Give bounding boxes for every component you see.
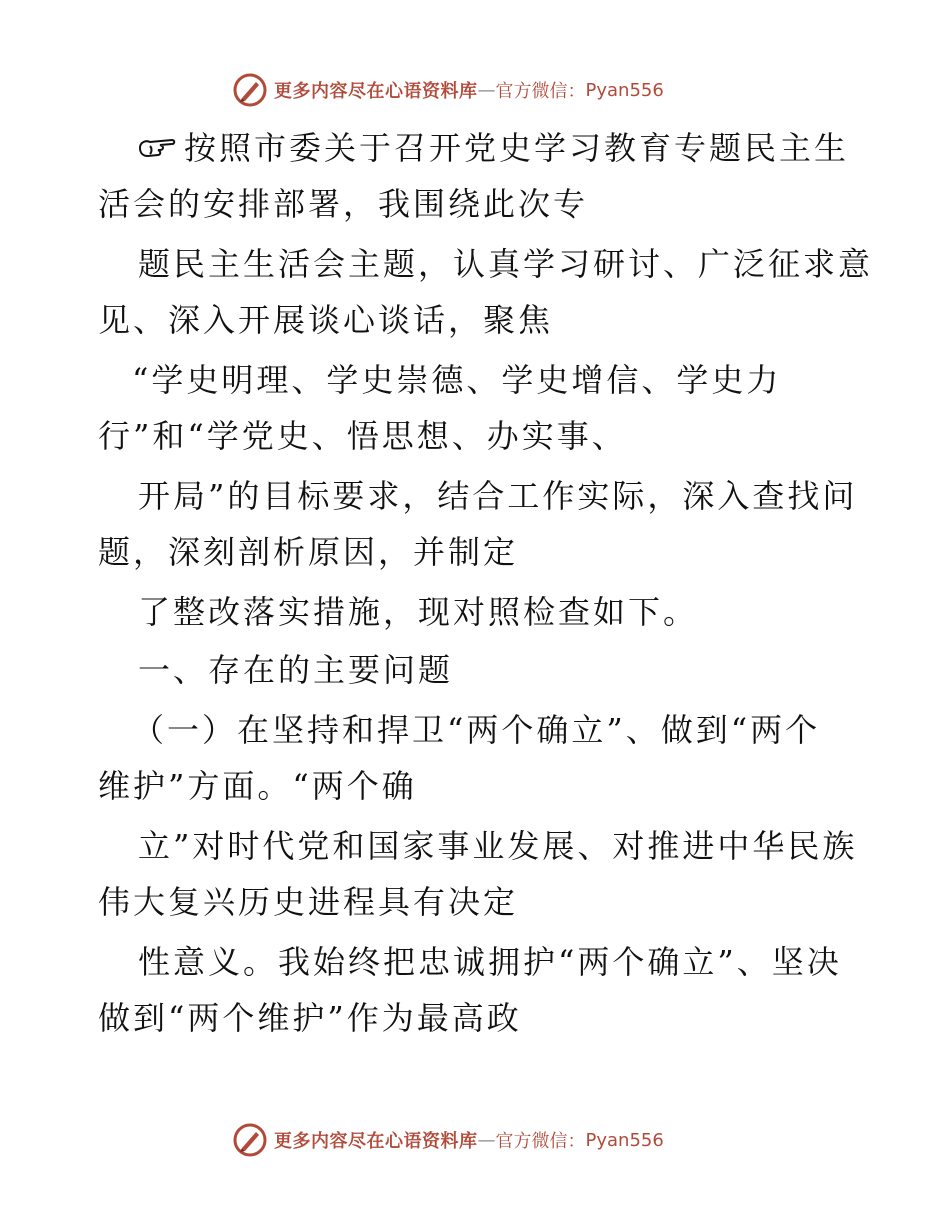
line-text: 按照市委关于召开党史学习教育专题民主生 xyxy=(184,129,850,167)
watermark-separator: — xyxy=(477,79,496,101)
pen-logo-icon xyxy=(232,1122,268,1158)
paragraph-line: 做到“两个维护”作为最高政 xyxy=(98,999,522,1037)
watermark-main-text: 更多内容尽在心语资料库 xyxy=(274,81,478,102)
paragraph-line: 题，深刻剖析原因，并制定 xyxy=(98,533,519,571)
paragraph-line: 题民主生活会主题，认真学习研讨、广泛征求意 xyxy=(138,245,874,283)
watermark-separator: — xyxy=(477,1129,496,1151)
footer-watermark xyxy=(232,1120,664,1160)
paragraph-line: 开局”的目标要求，结合工作实际，深入查找问 xyxy=(138,477,858,515)
paragraph-line: 见、深入开展谈心谈话，聚焦 xyxy=(98,301,554,339)
paragraph-line: 伟大复兴历史进程具有决定 xyxy=(98,883,519,921)
section-heading: 一、存在的主要问题 xyxy=(138,651,454,689)
paragraph-line: 活会的安排部署，我围绕此次专 xyxy=(98,185,589,223)
paragraph-line: 行”和“学党史、悟思想、办实事、 xyxy=(98,417,627,455)
watermark-main-text: 更多内容尽在心语资料库 xyxy=(274,1131,478,1152)
watermark-account: Pyan556 xyxy=(585,79,664,101)
paragraph-line: “学史明理、学史崇德、学史增信、学史力 xyxy=(132,361,782,399)
paragraph-line xyxy=(138,128,849,168)
paragraph-line: 维护”方面。“两个确 xyxy=(98,767,417,805)
header-watermark xyxy=(232,70,664,110)
paragraph-line: 立”对时代党和国家事业发展、对推进中华民族 xyxy=(138,827,858,865)
pen-logo-icon xyxy=(232,72,268,108)
pointing-hand-icon xyxy=(138,132,178,162)
paragraph-line: 性意义。我始终把忠诚拥护“两个确立”、坚决 xyxy=(138,943,842,981)
watermark-label: 官方微信： xyxy=(495,81,586,102)
watermark-account: Pyan556 xyxy=(585,1129,664,1151)
watermark-label: 官方微信： xyxy=(495,1131,586,1152)
paragraph-line: 了整改落实措施，现对照检查如下。 xyxy=(138,593,699,631)
paragraph-line: （一）在坚持和捍卫“两个确立”、做到“两个 xyxy=(132,711,821,749)
